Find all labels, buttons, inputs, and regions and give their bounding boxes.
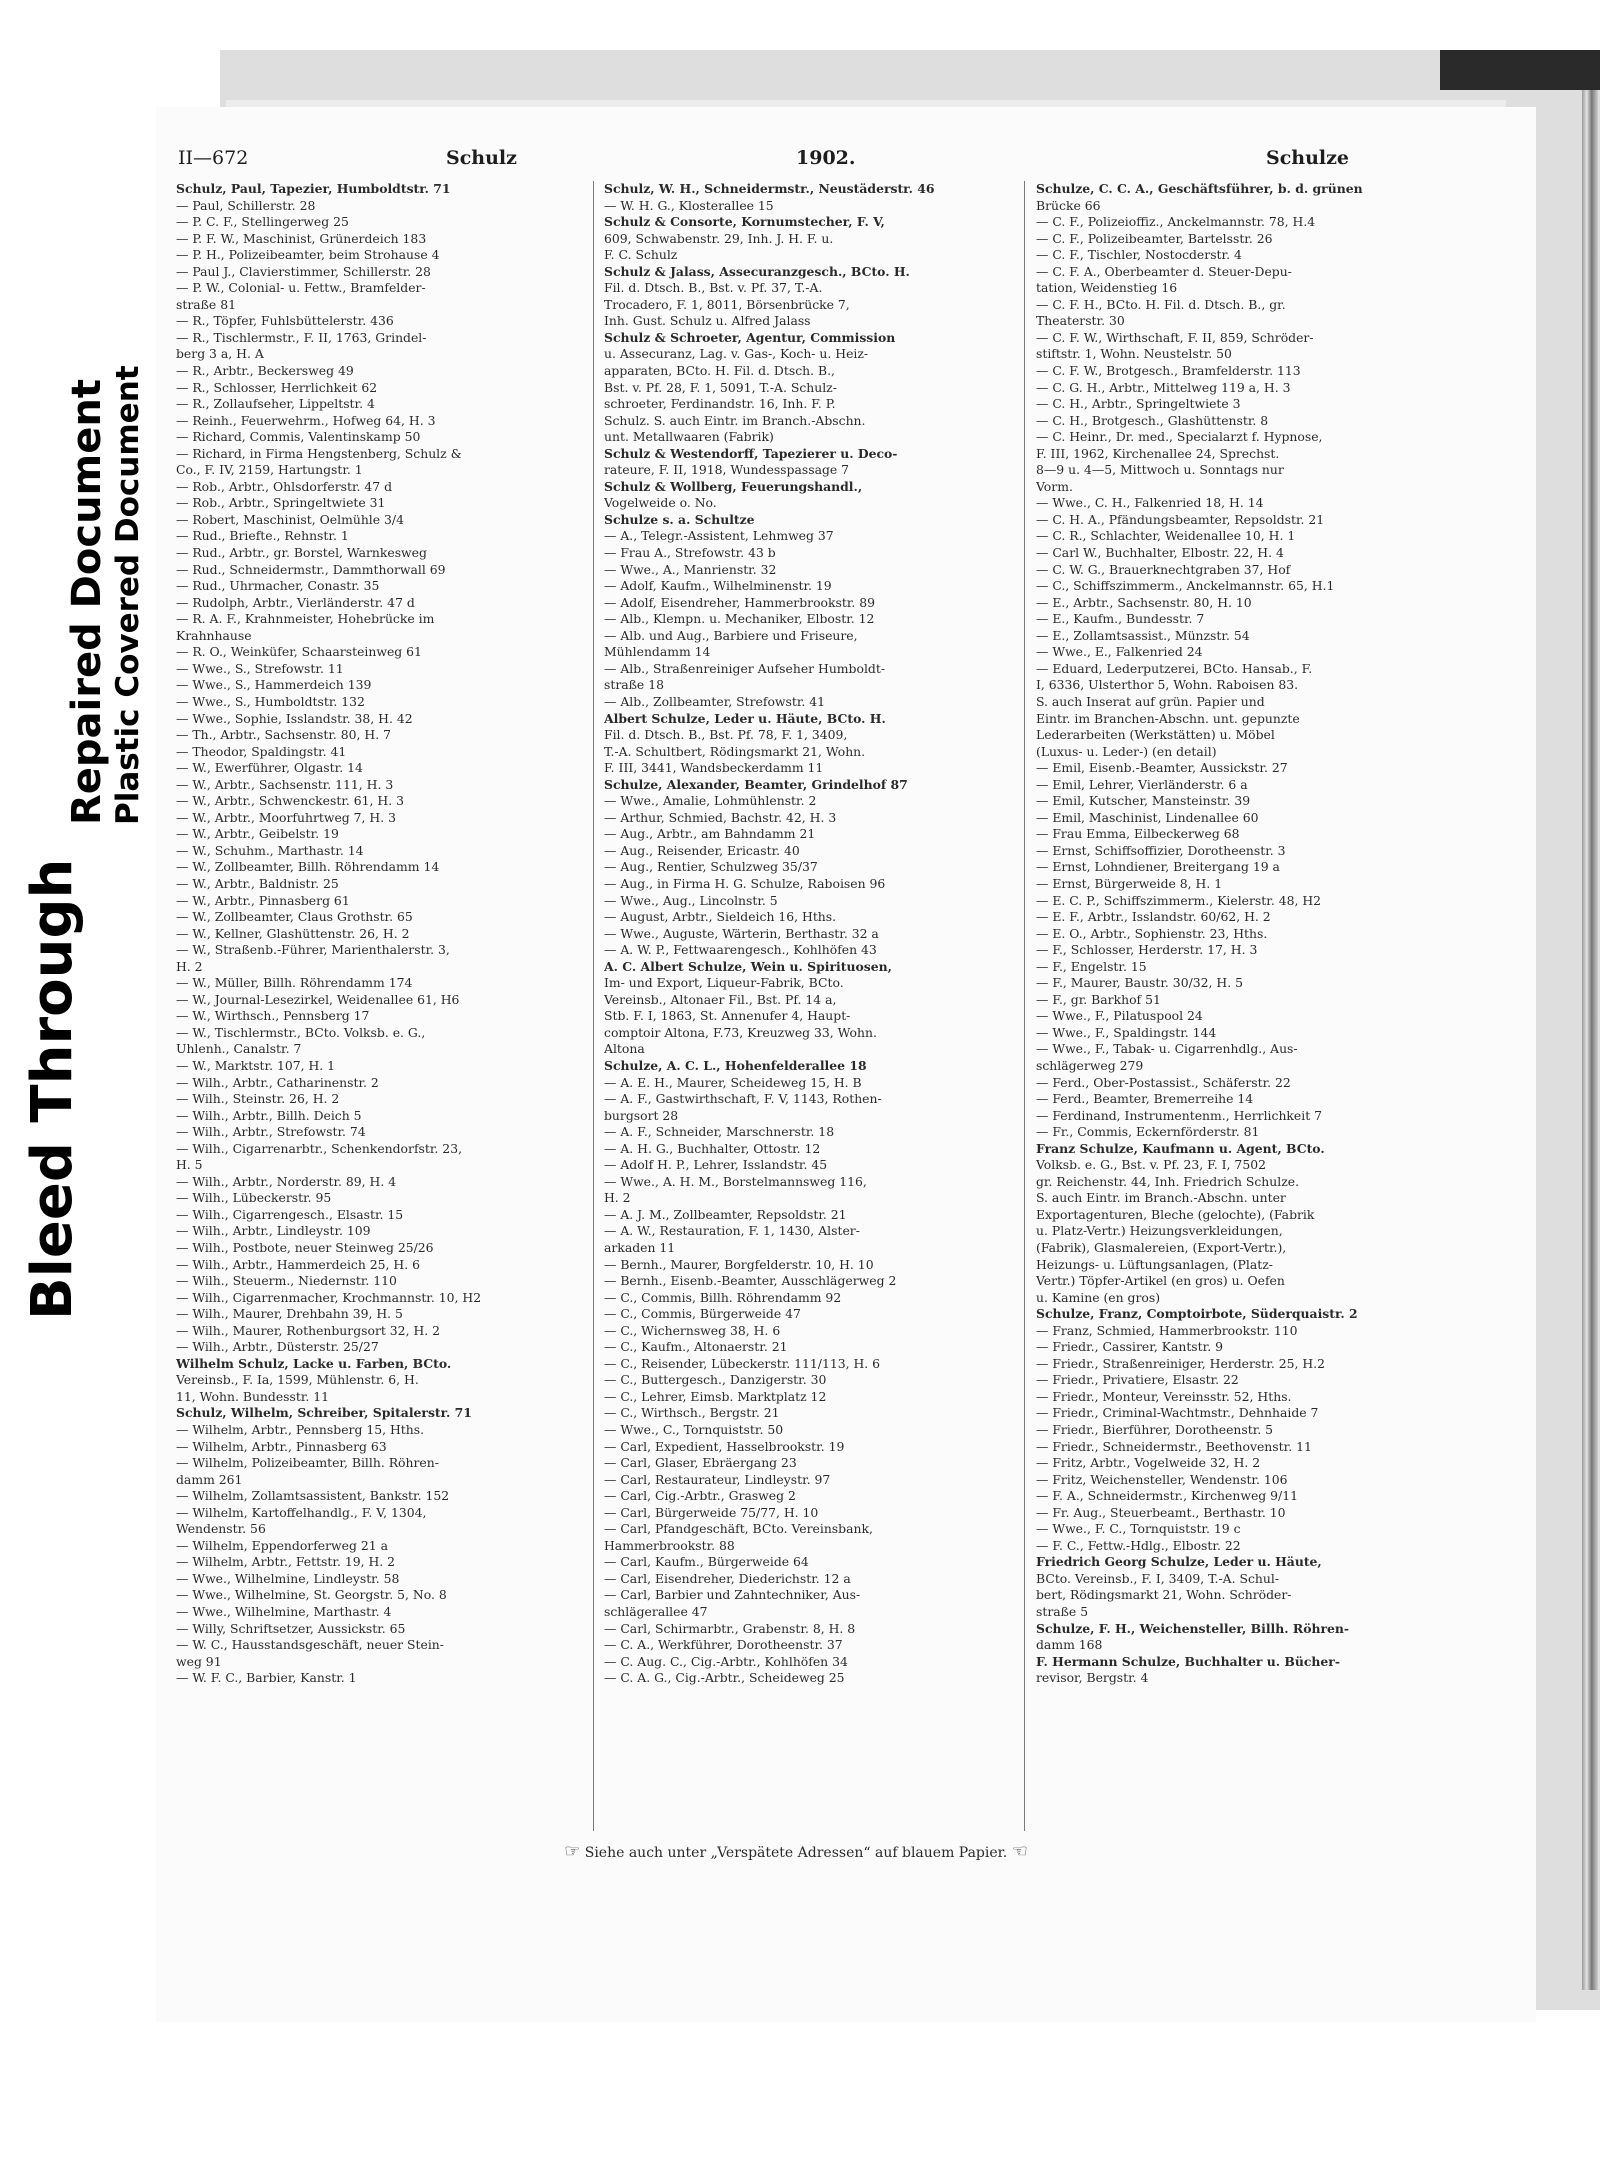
directory-entry: (Luxus- u. Leder-) (en detail) bbox=[1036, 743, 1217, 759]
directory-entry: — C. A. G., Cig.-Arbtr., Scheideweg 25 bbox=[604, 1670, 845, 1686]
directory-entry: — W., Marktstr. 107, H. 1 bbox=[176, 1057, 336, 1073]
directory-entry: — R., Tischlermstr., F. II, 1763, Grindel- bbox=[176, 329, 427, 345]
directory-entry: damm 261 bbox=[176, 1471, 243, 1487]
directory-entry: — Arthur, Schmied, Bachstr. 42, H. 3 bbox=[604, 809, 837, 825]
directory-entry: revisor, Bergstr. 4 bbox=[1036, 1670, 1149, 1686]
directory-entry: — W., Arbtr., Pinnasberg 61 bbox=[176, 892, 350, 908]
directory-entry: (Fabrik), Glasmalereien, (Export-Vertr.), bbox=[1036, 1240, 1287, 1255]
directory-entry: weg 91 bbox=[176, 1653, 222, 1669]
directory-entry: — Wwe., Amalie, Lohmühlenstr. 2 bbox=[604, 793, 817, 809]
directory-entry: — W., Arbtr., Sachsenstr. 111, H. 3 bbox=[176, 776, 394, 792]
directory-entry: Wendenstr. 56 bbox=[176, 1521, 266, 1537]
directory-entry: Albert Schulze, Leder u. Häute, BCto. H. bbox=[604, 710, 886, 726]
directory-entry: S. auch Eintr. im Branch.-Abschn. unter bbox=[1036, 1190, 1286, 1206]
directory-entry: H. 2 bbox=[604, 1190, 631, 1206]
directory-column-2 bbox=[604, 181, 1010, 1687]
directory-entry: Schulz & Schroeter, Agentur, Commission bbox=[604, 329, 896, 345]
directory-entry: — E., Arbtr., Sachsenstr. 80, H. 10 bbox=[1036, 594, 1252, 610]
directory-entry: — Rud., Schneidermstr., Dammthorwall 69 bbox=[176, 561, 446, 577]
directory-entry: — Wwe., Sophie, Isslandstr. 38, H. 42 bbox=[176, 710, 413, 726]
directory-entry: — Wilhelm, Arbtr., Pennsberg 15, Hths. bbox=[176, 1422, 425, 1438]
directory-entry: — W., Wirthsch., Pennsberg 17 bbox=[176, 1008, 370, 1024]
directory-entry: — Alb., Straßenreiniger Aufseher Humboldt- bbox=[604, 660, 886, 676]
directory-entry: — C., Wichernsweg 38, H. 6 bbox=[604, 1322, 781, 1338]
directory-entry: Heizungs- u. Lüftungsanlagen, (Platz- bbox=[1036, 1256, 1273, 1272]
directory-entry: T.-A. Schultbert, Rödingsmarkt 21, Wohn. bbox=[604, 743, 866, 759]
directory-entry: straße 81 bbox=[176, 296, 236, 312]
directory-entry: — C., Reisender, Lübeckerstr. 111/113, H. 6 bbox=[604, 1355, 881, 1371]
directory-entry: — Aug., Rentier, Schulzweg 35/37 bbox=[604, 859, 818, 875]
directory-entry: — Ernst, Schiffsoffizier, Dorotheenstr. 3 bbox=[1036, 842, 1286, 858]
directory-entry: Krahnhause bbox=[176, 627, 252, 643]
directory-entry: H. 2 bbox=[176, 958, 203, 974]
directory-entry: — W., Schuhm., Marthastr. 14 bbox=[176, 842, 364, 858]
directory-entry: schlägerweg 279 bbox=[1036, 1057, 1144, 1073]
directory-entry: comptoir Altona, F.73, Kreuzweg 33, Wohn. bbox=[604, 1024, 877, 1040]
directory-entry: Theaterstr. 30 bbox=[1036, 313, 1125, 329]
directory-entry: — C. F. A., Oberbeamter d. Steuer-Depu- bbox=[1036, 263, 1292, 279]
page-number: II—672 bbox=[178, 147, 249, 169]
directory-entry: — Wwe., F. C., Tornquiststr. 19 c bbox=[1036, 1521, 1241, 1537]
directory-entry: Vogelweide o. No. bbox=[604, 495, 717, 511]
directory-entry: Schulz & Wollberg, Feuerungshandl., bbox=[604, 478, 863, 494]
directory-entry: — R., Töpfer, Fuhlsbüttelerstr. 436 bbox=[176, 313, 394, 329]
directory-entry: — Wilhelm, Arbtr., Pinnasberg 63 bbox=[176, 1438, 387, 1454]
directory-entry: Bst. v. Pf. 28, F. 1, 5091, T.-A. Schulz- bbox=[604, 379, 837, 395]
directory-entry: A. C. Albert Schulze, Wein u. Spirituosen, bbox=[604, 958, 892, 974]
directory-entry: — Wilh., Arbtr., Hammerdeich 25, H. 6 bbox=[176, 1256, 420, 1272]
directory-entry: straße 18 bbox=[604, 677, 664, 693]
directory-entry: — C. F. W., Wirthschaft, F. II, 859, Schröder- bbox=[1036, 329, 1314, 345]
directory-entry: — Paul, Schillerstr. 28 bbox=[176, 197, 316, 213]
directory-entry: Lederarbeiten (Werkstätten) u. Möbel bbox=[1036, 727, 1275, 743]
directory-entry: Vereinsb., Altonaer Fil., Bst. Pf. 14 a, bbox=[604, 991, 837, 1007]
directory-entry: — Friedr., Cassirer, Kantstr. 9 bbox=[1036, 1339, 1223, 1355]
directory-entry: — Carl, Cig.-Arbtr., Grasweg 2 bbox=[604, 1488, 796, 1504]
pointing-hand-icon: ☞ bbox=[564, 1841, 581, 1862]
directory-entry: — Franz, Schmied, Hammerbrookstr. 110 bbox=[1036, 1322, 1298, 1338]
directory-entry: arkaden 11 bbox=[604, 1240, 676, 1255]
directory-entry: — Adolf H. P., Lehrer, Isslandstr. 45 bbox=[604, 1157, 828, 1173]
directory-entry: — C. F., Polizeibeamter, Bartelsstr. 26 bbox=[1036, 230, 1273, 246]
directory-entry: — Wilhelm, Zollamtsassistent, Bankstr. 152 bbox=[176, 1488, 450, 1504]
directory-entry: F. III, 3441, Wandsbeckerdamm 11 bbox=[604, 760, 824, 776]
directory-entry: — Richard, Commis, Valentinskamp 50 bbox=[176, 429, 421, 445]
directory-entry: Franz Schulze, Kaufmann u. Agent, BCto. bbox=[1036, 1140, 1325, 1156]
directory-entry: Schulze, C. C. A., Geschäftsführer, b. d. grünen bbox=[1036, 181, 1363, 196]
directory-entry: — Wilh., Arbtr., Strefowstr. 74 bbox=[176, 1124, 366, 1140]
directory-entry: Schulze, Alexander, Beamter, Grindelhof 87 bbox=[604, 776, 908, 792]
directory-entry: — C., Wirthsch., Bergstr. 21 bbox=[604, 1405, 780, 1421]
directory-entry: — Rudolph, Arbtr., Vierländerstr. 47 d bbox=[176, 594, 415, 610]
directory-entry: — Friedr., Bierführer, Dorotheenstr. 5 bbox=[1036, 1422, 1274, 1438]
directory-entry: — C. H. A., Pfändungsbeamter, Repsoldstr. 21 bbox=[1036, 511, 1325, 527]
directory-entry: berg 3 a, H. A bbox=[176, 346, 264, 362]
directory-entry: — C. F., Polizeioffiz., Anckelmannstr. 78, H.4 bbox=[1036, 214, 1316, 230]
directory-entry: — W., Ewerführer, Olgastr. 14 bbox=[176, 760, 363, 776]
directory-entry: — C., Kaufm., Altonaerstr. 21 bbox=[604, 1339, 788, 1355]
directory-entry: — Wilh., Cigarrengesch., Elsastr. 15 bbox=[176, 1206, 404, 1222]
directory-entry: BCto. Vereinsb., F. I, 3409, T.-A. Schul- bbox=[1036, 1570, 1280, 1586]
directory-entry: u. Kamine (en gros) bbox=[1036, 1289, 1161, 1305]
directory-entry: — W. F. C., Barbier, Kanstr. 1 bbox=[176, 1670, 357, 1686]
directory-entry: — Wwe., S., Humboldtstr. 132 bbox=[176, 693, 365, 709]
directory-entry: — Carl, Eisendreher, Diederichstr. 12 a bbox=[604, 1570, 851, 1586]
directory-entry: — W. C., Hausstandsgeschäft, neuer Stein- bbox=[176, 1637, 444, 1653]
directory-entry: — Wilh., Maurer, Drehbahn 39, H. 5 bbox=[176, 1306, 403, 1322]
directory-entry: — F., Schlosser, Herderstr. 17, H. 3 bbox=[1036, 942, 1258, 958]
directory-entry: — Wwe., A. H. M., Borstelmannsweg 116, bbox=[604, 1173, 867, 1189]
directory-entry: — F., gr. Barkhof 51 bbox=[1036, 991, 1161, 1007]
directory-entry: — Friedr., Monteur, Vereinsstr. 52, Hths. bbox=[1036, 1388, 1292, 1404]
directory-entry: — R. A. F., Krahnmeister, Hohebrücke im bbox=[176, 611, 435, 627]
directory-entry: Schulz & Jalass, Assecuranzgesch., BCto. H. bbox=[604, 263, 910, 279]
directory-entry: damm 168 bbox=[1036, 1637, 1103, 1653]
label-bleed-through: Bleed Through bbox=[20, 858, 85, 1320]
label-plastic-covered-document: Plastic Covered Document bbox=[110, 365, 146, 825]
directory-entry: — Rud., Uhrmacher, Conastr. 35 bbox=[176, 578, 380, 594]
directory-entry: — W., Arbtr., Schwenckestr. 61, H. 3 bbox=[176, 793, 404, 809]
directory-entry: — Rud., Arbtr., gr. Borstel, Warnkesweg bbox=[176, 545, 427, 561]
head-year: 1902. bbox=[796, 147, 856, 169]
directory-entry: — Alb. und Aug., Barbiere und Friseure, bbox=[604, 627, 858, 643]
directory-entry: u. Platz-Vertr.) Heizungsverkleidungen, bbox=[1036, 1223, 1283, 1239]
directory-column-1 bbox=[176, 181, 582, 1687]
directory-entry: Altona bbox=[604, 1041, 645, 1057]
directory-entry: — W., Arbtr., Geibelstr. 19 bbox=[176, 826, 339, 842]
directory-entry: rateure, F. II, 1918, Wundesspassage 7 bbox=[604, 462, 850, 478]
directory-entry: — R., Zollaufseher, Lippeltstr. 4 bbox=[176, 396, 375, 412]
directory-entry: Friedrich Georg Schulze, Leder u. Häute, bbox=[1036, 1554, 1322, 1570]
directory-entry: — C. Heinr., Dr. med., Specialarzt f. Hypnose, bbox=[1036, 429, 1323, 445]
directory-entry: 8—9 u. 4—5, Mittwoch u. Sonntags nur bbox=[1036, 462, 1284, 478]
directory-entry: — Friedr., Criminal-Wachtmstr., Dehnhaide 7 bbox=[1036, 1405, 1319, 1421]
directory-entry: — Emil, Kutscher, Mansteinstr. 39 bbox=[1036, 793, 1251, 809]
page-edge-strip bbox=[1582, 90, 1598, 1990]
directory-entry: — Carl, Restaurateur, Lindleystr. 97 bbox=[604, 1471, 831, 1487]
directory-entry: — C. G. H., Arbtr., Mittelweg 119 a, H. 3 bbox=[1036, 379, 1291, 395]
directory-entry: Volksb. e. G., Bst. v. Pf. 23, F. I, 7502 bbox=[1036, 1157, 1266, 1173]
directory-entry: — Adolf, Kaufm., Wilhelminenstr. 19 bbox=[604, 578, 832, 594]
directory-entry: Fil. d. Dtsch. B., Bst. v. Pf. 37, T.-A. bbox=[604, 280, 823, 296]
directory-entry: — Bernh., Eisenb.-Beamter, Ausschlägerweg 2 bbox=[604, 1273, 897, 1289]
directory-entry: — Wilh., Arbtr., Catharinenstr. 2 bbox=[176, 1074, 379, 1090]
directory-entry: — W., Tischlermstr., BCto. Volksb. e. G., bbox=[176, 1024, 426, 1040]
directory-entry: apparaten, BCto. H. Fil. d. Dtsch. B., bbox=[604, 363, 835, 379]
directory-entry: — R., Schlosser, Herrlichkeit 62 bbox=[176, 379, 378, 395]
directory-entry: — Theodor, Spaldingstr. 41 bbox=[176, 743, 347, 759]
directory-entry: — Aug., in Firma H. G. Schulze, Raboisen 96 bbox=[604, 875, 886, 891]
directory-entry: — R., Arbtr., Beckersweg 49 bbox=[176, 363, 354, 379]
directory-entry: F. Hermann Schulze, Buchhalter u. Bücher- bbox=[1036, 1653, 1340, 1669]
directory-entry: Schulze, Franz, Comptoirbote, Süderquaistr. 2 bbox=[1036, 1306, 1358, 1322]
directory-entry: — Robert, Maschinist, Oelmühle 3/4 bbox=[176, 511, 404, 527]
directory-entry: Schulze, F. H., Weichensteller, Billh. Röhren- bbox=[1036, 1620, 1350, 1636]
directory-entry: — A. E. H., Maurer, Scheideweg 15, H. B bbox=[604, 1074, 862, 1090]
directory-entry: — Paul J., Clavierstimmer, Schillerstr. 28 bbox=[176, 263, 431, 279]
head-keyword-right: Schulze bbox=[1266, 147, 1350, 169]
directory-entry: — C. Aug. C., Cig.-Arbtr., Kohlhöfen 34 bbox=[604, 1653, 848, 1669]
directory-entry: — Ferd., Ober-Postassist., Schäferstr. 22 bbox=[1036, 1074, 1291, 1090]
directory-entry: — Frau Emma, Eilbeckerweg 68 bbox=[1036, 826, 1240, 842]
directory-entry: — A. F., Schneider, Marschnerstr. 18 bbox=[604, 1124, 835, 1140]
directory-entry: — C. A., Werkführer, Dorotheenstr. 37 bbox=[604, 1637, 843, 1653]
directory-entry: — W., Arbtr., Baldnistr. 25 bbox=[176, 875, 339, 891]
directory-entry: bert, Rödingsmarkt 21, Wohn. Schröder- bbox=[1036, 1587, 1292, 1603]
directory-entry: stiftstr. 1, Wohn. Neustelstr. 50 bbox=[1036, 346, 1232, 362]
directory-entry: — Alb., Klempn. u. Mechaniker, Elbostr. 12 bbox=[604, 611, 875, 627]
directory-entry: — Wilhelm, Arbtr., Fettstr. 19, H. 2 bbox=[176, 1554, 396, 1570]
directory-entry: — Emil, Eisenb.-Beamter, Aussickstr. 27 bbox=[1036, 760, 1288, 776]
directory-entry: — Wilhelm, Eppendorferweg 21 a bbox=[176, 1537, 388, 1553]
directory-entry: — Friedr., Straßenreiniger, Herderstr. 25, H.2 bbox=[1036, 1355, 1325, 1371]
directory-entry: — Bernh., Maurer, Borgfelderstr. 10, H. 10 bbox=[604, 1256, 874, 1272]
directory-entry: — Fr., Commis, Eckernförderstr. 81 bbox=[1036, 1124, 1260, 1140]
directory-entry: — Wwe., C. H., Falkenried 18, H. 14 bbox=[1036, 495, 1264, 511]
directory-entry: — E. F., Arbtr., Isslandstr. 60/62, H. 2 bbox=[1036, 909, 1271, 925]
directory-entry: Uhlenh., Canalstr. 7 bbox=[176, 1041, 302, 1057]
directory-entry: — P. W., Colonial- u. Fettw., Bramfelder- bbox=[176, 280, 426, 296]
pointing-hand-icon: ☜ bbox=[1011, 1841, 1028, 1862]
label-repaired-document: Repaired Document bbox=[64, 379, 110, 825]
directory-entry: — Fritz, Weichensteller, Wendenstr. 106 bbox=[1036, 1471, 1288, 1487]
directory-entry: — Fr. Aug., Steuerbeamt., Berthastr. 10 bbox=[1036, 1504, 1286, 1520]
directory-entry: — Frau A., Strefowstr. 43 b bbox=[604, 545, 776, 561]
directory-entry: Wilhelm Schulz, Lacke u. Farben, BCto. bbox=[176, 1355, 452, 1371]
directory-entry: — Ferd., Beamter, Bremerreihe 14 bbox=[1036, 1091, 1254, 1107]
directory-entry: — Alb., Zollbeamter, Strefowstr. 41 bbox=[604, 693, 826, 709]
directory-entry: — R. O., Weinküfer, Schaarsteinweg 61 bbox=[176, 644, 422, 660]
directory-entry: — Wwe., S., Strefowstr. 11 bbox=[176, 660, 344, 676]
directory-entry: — Adolf, Eisendreher, Hammerbrookstr. 89 bbox=[604, 594, 876, 610]
directory-entry: Im- und Export, Liqueur-Fabrik, BCto. bbox=[604, 975, 844, 991]
directory-entry: — Ferdinand, Instrumentenm., Herrlichkeit 7 bbox=[1036, 1107, 1323, 1123]
directory-entry: — Wwe., E., Falkenried 24 bbox=[1036, 644, 1203, 660]
directory-entry: — Aug., Arbtr., am Bahndamm 21 bbox=[604, 826, 816, 842]
directory-entry: — Wilh., Cigarrenmacher, Krochmannstr. 10, H2 bbox=[176, 1289, 482, 1305]
directory-entry: Brücke 66 bbox=[1036, 197, 1101, 213]
directory-entry: — E. C. P., Schiffszimmerm., Kielerstr. 48, H2 bbox=[1036, 892, 1322, 908]
directory-entry: — Ernst, Bürgerweide 8, H. 1 bbox=[1036, 875, 1223, 891]
directory-entry: — Wilh., Arbtr., Billh. Deich 5 bbox=[176, 1107, 362, 1123]
directory-entry: — C. W. G., Brauerknechtgraben 37, Hof bbox=[1036, 561, 1291, 577]
directory-entry: — Rob., Arbtr., Springeltwiete 31 bbox=[176, 495, 386, 511]
directory-entry: — Carl, Schirmarbtr., Grabenstr. 8, H. 8 bbox=[604, 1620, 856, 1636]
directory-entry: — Richard, in Firma Hengstenberg, Schulz & bbox=[176, 445, 462, 461]
directory-entry: — Carl W., Buchhalter, Elbostr. 22, H. 4 bbox=[1036, 545, 1284, 561]
directory-entry: — Wwe., A., Manrienstr. 32 bbox=[604, 561, 777, 577]
directory-entry: — C. F., Tischler, Nostocderstr. 4 bbox=[1036, 247, 1242, 263]
directory-entry: — C., Lehrer, Eimsb. Marktplatz 12 bbox=[604, 1388, 827, 1404]
directory-entry: schlägerallee 47 bbox=[604, 1604, 708, 1620]
directory-entry: — Ernst, Lohndiener, Breitergang 19 a bbox=[1036, 859, 1280, 875]
directory-entry: — Carl, Glaser, Ebräergang 23 bbox=[604, 1455, 797, 1471]
directory-entry: — Wwe., C., Tornquiststr. 50 bbox=[604, 1422, 784, 1438]
directory-entry: — Emil, Maschinist, Lindenallee 60 bbox=[1036, 809, 1259, 825]
directory-entry: Schulze, A. C. L., Hohenfelderallee 18 bbox=[604, 1057, 867, 1073]
directory-entry: Schulz & Consorte, Kornumstecher, F. V, bbox=[604, 214, 885, 230]
directory-entry: — Wwe., F., Pilatuspool 24 bbox=[1036, 1008, 1203, 1024]
directory-entry: — Reinh., Feuerwehrm., Hofweg 64, H. 3 bbox=[176, 412, 436, 428]
directory-entry: Schulze s. a. Schultze bbox=[604, 511, 755, 527]
directory-entry: Co., F. IV, 2159, Hartungstr. 1 bbox=[176, 462, 363, 478]
directory-entry: Vertr.) Töpfer-Artikel (en gros) u. Oefen bbox=[1036, 1273, 1285, 1289]
directory-entry: — Wwe., Wilhelmine, Lindleystr. 58 bbox=[176, 1570, 400, 1586]
directory-entry: Inh. Gust. Schulz u. Alfred Jalass bbox=[604, 313, 811, 329]
head-keyword-left: Schulz bbox=[446, 147, 517, 169]
directory-entry: — Willy, Schriftsetzer, Aussickstr. 65 bbox=[176, 1620, 406, 1636]
directory-entry: 609, Schwabenstr. 29, Inh. J. H. F. u. bbox=[604, 230, 834, 246]
scan-edge-bar bbox=[1440, 50, 1600, 90]
column-rule bbox=[593, 181, 594, 1831]
directory-entry: — W., Zollbeamter, Claus Grothstr. 65 bbox=[176, 909, 413, 925]
directory-entry: — Wilh., Lübeckerstr. 95 bbox=[176, 1190, 332, 1206]
directory-entry: — W., Journal-Lesezirkel, Weidenallee 61, H6 bbox=[176, 991, 460, 1007]
directory-entry: — Wilh., Steinstr. 26, H. 2 bbox=[176, 1091, 340, 1107]
directory-entry: — A. F., Gastwirthschaft, F. V, 1143, Rothen- bbox=[604, 1091, 882, 1107]
directory-entry: — E., Zollamtsassist., Münzstr. 54 bbox=[1036, 627, 1250, 643]
directory-entry: straße 5 bbox=[1036, 1604, 1089, 1620]
directory-entry: — P. H., Polizeibeamter, beim Strohause 4 bbox=[176, 247, 440, 263]
directory-entry: — Wwe., S., Hammerdeich 139 bbox=[176, 677, 372, 693]
directory-entry: — C., Commis, Bürgerweide 47 bbox=[604, 1306, 801, 1322]
directory-entry: — C. F. H., BCto. H. Fil. d. Dtsch. B., gr. bbox=[1036, 296, 1286, 312]
directory-entry: — Wilh., Postbote, neuer Steinweg 25/26 bbox=[176, 1240, 434, 1255]
directory-entry: — W. H. G., Klosterallee 15 bbox=[604, 197, 774, 213]
directory-entry: — Carl, Bürgerweide 75/77, H. 10 bbox=[604, 1504, 819, 1520]
directory-entry: — P. F. W., Maschinist, Grünerdeich 183 bbox=[176, 230, 427, 246]
directory-entry: — C., Schiffszimmerm., Anckelmannstr. 65, H.1 bbox=[1036, 578, 1335, 594]
directory-entry: — C. F. W., Brotgesch., Bramfelderstr. 113 bbox=[1036, 363, 1301, 379]
directory-entry: S. auch Inserat auf grün. Papier und bbox=[1036, 693, 1265, 709]
directory-entry: — Wilh., Arbtr., Lindleystr. 109 bbox=[176, 1223, 371, 1239]
directory-entry: schroeter, Ferdinandstr. 16, Inh. F. P. bbox=[604, 396, 836, 412]
directory-entry: — F., Engelstr. 15 bbox=[1036, 958, 1147, 974]
directory-entry: — Wwe., F., Tabak- u. Cigarrenhdlg., Aus- bbox=[1036, 1041, 1298, 1057]
directory-entry: Schulz, Wilhelm, Schreiber, Spitalerstr. 71 bbox=[176, 1405, 472, 1421]
footer-note bbox=[346, 1841, 1246, 1862]
directory-entry: — A. J. M., Zollbeamter, Repsoldstr. 21 bbox=[604, 1206, 847, 1222]
column-rule bbox=[1024, 181, 1025, 1831]
directory-entry: — Wilh., Arbtr., Düsterstr. 25/27 bbox=[176, 1339, 379, 1355]
directory-entry: Exportagenturen, Bleche (gelochte), (Fabrik bbox=[1036, 1206, 1315, 1222]
directory-entry: Schulz, Paul, Tapezier, Humboldtstr. 71 bbox=[176, 181, 451, 196]
directory-entry: — P. C. F., Stellingerweg 25 bbox=[176, 214, 349, 230]
directory-entry: — W., Zollbeamter, Billh. Röhrendamm 14 bbox=[176, 859, 440, 875]
directory-entry: — Carl, Pfandgeschäft, BCto. Vereinsbank, bbox=[604, 1521, 873, 1537]
directory-entry: — Wilh., Cigarrenarbtr., Schenkendorfstr. 23, bbox=[176, 1140, 463, 1156]
directory-entry: — C. R., Schlachter, Weidenallee 10, H. 1 bbox=[1036, 528, 1296, 544]
directory-entry: — A. W. P., Fettwaarengesch., Kohlhöfen 43 bbox=[604, 942, 877, 958]
directory-entry: Schulz. S. auch Eintr. im Branch.-Abschn. bbox=[604, 412, 866, 428]
directory-entry: — Wilh., Arbtr., Norderstr. 89, H. 4 bbox=[176, 1173, 397, 1189]
directory-entry: I, 6336, Ulsterthor 5, Wohn. Raboisen 83. bbox=[1036, 677, 1299, 693]
directory-entry: — Th., Arbtr., Sachsenstr. 80, H. 7 bbox=[176, 727, 392, 743]
directory-entry: F. C. Schulz bbox=[604, 247, 678, 263]
directory-entry: Hammerbrookstr. 88 bbox=[604, 1537, 735, 1553]
directory-entry: — Friedr., Privatiere, Elsastr. 22 bbox=[1036, 1372, 1239, 1388]
directory-entry: Stb. F. I, 1863, St. Annenufer 4, Haupt- bbox=[604, 1008, 851, 1024]
directory-entry: — Wilhelm, Kartoffelhandlg., F. V, 1304, bbox=[176, 1504, 427, 1520]
directory-entry: Schulz, W. H., Schneidermstr., Neustäderstr. 46 bbox=[604, 181, 935, 196]
directory-entry: — Wwe., Wilhelmine, St. Georgstr. 5, No. 8 bbox=[176, 1587, 447, 1603]
directory-page bbox=[156, 107, 1536, 2022]
footer-note-text: Siehe auch unter „Verspätete Adressen“ auf blauem Papier. bbox=[584, 1845, 1008, 1861]
directory-entry: — Carl, Expedient, Hasselbrookstr. 19 bbox=[604, 1438, 845, 1454]
directory-entry: burgsort 28 bbox=[604, 1107, 679, 1123]
directory-entry: — A. H. G., Buchhalter, Ottostr. 12 bbox=[604, 1140, 821, 1156]
directory-entry: — Emil, Lehrer, Vierländerstr. 6 a bbox=[1036, 776, 1248, 792]
directory-entry: tation, Weidenstieg 16 bbox=[1036, 280, 1178, 296]
directory-entry: — F. A., Schneidermstr., Kirchenweg 9/11 bbox=[1036, 1488, 1298, 1504]
directory-entry: H. 5 bbox=[176, 1157, 203, 1173]
directory-entry: — E., Kaufm., Bundesstr. 7 bbox=[1036, 611, 1205, 627]
directory-entry: Eintr. im Branchen-Abschn. unt. gepunzte bbox=[1036, 710, 1300, 726]
directory-entry: Fil. d. Dtsch. B., Bst. Pf. 78, F. 1, 3409, bbox=[604, 727, 848, 743]
directory-entry: — Rud., Briefte., Rehnstr. 1 bbox=[176, 528, 349, 544]
directory-entry: Vorm. bbox=[1036, 478, 1073, 494]
directory-entry: — C., Commis, Billh. Röhrendamm 92 bbox=[604, 1289, 842, 1305]
directory-entry: unt. Metallwaaren (Fabrik) bbox=[604, 429, 774, 445]
directory-entry: — Wilh., Maurer, Rothenburgsort 32, H. 2 bbox=[176, 1322, 441, 1338]
directory-entry: gr. Reichenstr. 44, Inh. Friedrich Schulze. bbox=[1036, 1173, 1300, 1189]
running-head bbox=[156, 147, 1476, 179]
directory-entry: Schulz & Westendorff, Tapezierer u. Deco- bbox=[604, 445, 898, 461]
directory-entry: 11, Wohn. Bundesstr. 11 bbox=[176, 1388, 330, 1404]
directory-entry: — Carl, Barbier und Zahntechniker, Aus- bbox=[604, 1587, 861, 1603]
directory-entry: — W., Müller, Billh. Röhrendamm 174 bbox=[176, 975, 413, 991]
directory-entry: Mühlendamm 14 bbox=[604, 644, 711, 660]
directory-entry: — C., Buttergesch., Danzigerstr. 30 bbox=[604, 1372, 827, 1388]
directory-entry: — W., Kellner, Glashüttenstr. 26, H. 2 bbox=[176, 925, 410, 941]
directory-entry: — Wwe., F., Spaldingstr. 144 bbox=[1036, 1024, 1217, 1040]
directory-entry: — C. H., Brotgesch., Glashüttenstr. 8 bbox=[1036, 412, 1269, 428]
directory-entry: — F., Maurer, Baustr. 30/32, H. 5 bbox=[1036, 975, 1243, 991]
directory-entry: — A., Telegr.-Assistent, Lehmweg 37 bbox=[604, 528, 834, 544]
directory-entry: — Aug., Reisender, Ericastr. 40 bbox=[604, 842, 800, 858]
directory-entry: — Friedr., Schneidermstr., Beethovenstr. 11 bbox=[1036, 1438, 1312, 1454]
directory-entry: — W., Arbtr., Moorfuhrtweg 7, H. 3 bbox=[176, 809, 396, 825]
directory-entry: — Wwe., Wilhelmine, Marthastr. 4 bbox=[176, 1604, 392, 1620]
directory-entry: — Carl, Kaufm., Bürgerweide 64 bbox=[604, 1554, 809, 1570]
directory-entry: — F. C., Fettw.-Hdlg., Elbostr. 22 bbox=[1036, 1537, 1241, 1553]
directory-column-3 bbox=[1036, 181, 1442, 1687]
directory-entry: — August, Arbtr., Sieldeich 16, Hths. bbox=[604, 909, 837, 925]
directory-entry: u. Assecuranz, Lag. v. Gas-, Koch- u. Heiz- bbox=[604, 346, 869, 362]
directory-entry: — Wwe., Auguste, Wärterin, Berthastr. 32 a bbox=[604, 925, 879, 941]
directory-entry: — W., Straßenb.-Führer, Marienthalerstr. 3, bbox=[176, 942, 450, 958]
directory-entry: — Wilh., Steuerm., Niedernstr. 110 bbox=[176, 1273, 397, 1289]
directory-entry: F. III, 1962, Kirchenallee 24, Sprechst. bbox=[1036, 445, 1280, 461]
directory-entry: — Fritz, Arbtr., Vogelweide 32, H. 2 bbox=[1036, 1455, 1261, 1471]
directory-entry: — E. O., Arbtr., Sophienstr. 23, Hths. bbox=[1036, 925, 1268, 941]
directory-entry: — Eduard, Lederputzerei, BCto. Hansab., F. bbox=[1036, 660, 1313, 676]
directory-entry: — Wilhelm, Polizeibeamter, Billh. Röhren- bbox=[176, 1455, 439, 1471]
directory-entry: — A. W., Restauration, F. 1, 1430, Alster- bbox=[604, 1223, 860, 1239]
directory-entry: — Wwe., Aug., Lincolnstr. 5 bbox=[604, 892, 778, 908]
directory-entry: Trocadero, F. 1, 8011, Börsenbrücke 7, bbox=[604, 296, 850, 312]
directory-entry: — Rob., Arbtr., Ohlsdorferstr. 47 d bbox=[176, 478, 393, 494]
directory-entry: Vereinsb., F. Ia, 1599, Mühlenstr. 6, H. bbox=[176, 1372, 419, 1388]
directory-entry: — C. H., Arbtr., Springeltwiete 3 bbox=[1036, 396, 1241, 412]
